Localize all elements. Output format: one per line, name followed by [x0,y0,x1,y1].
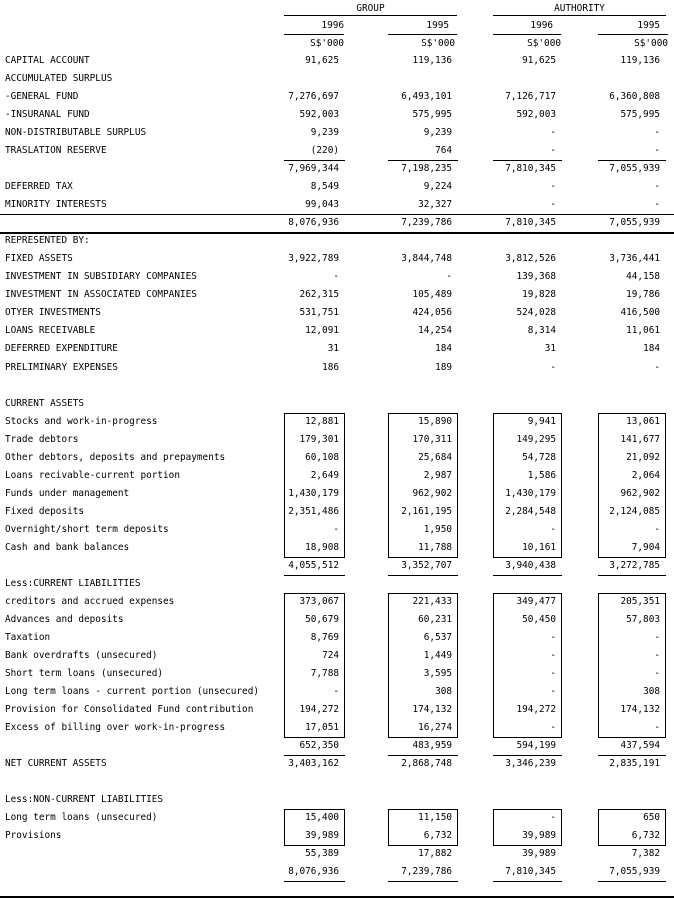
cell-value: 194,272 [516,704,556,716]
cell-value: 60,231 [418,613,452,625]
cell-value: 2,161,195 [401,505,452,517]
unit-heading: S$'000 [634,38,668,49]
final-total-rule [388,881,458,882]
subtotal-rule [388,557,458,558]
cell-value: 141,677 [620,433,660,445]
current-assets-box [388,413,458,558]
row-label: -INSURANAL FUND [5,109,90,121]
cell-value: 308 [643,686,660,698]
cell-value: 31 [327,343,339,355]
year-heading: 1996 [530,20,553,31]
cell-value: 7,810,345 [505,163,556,175]
subtotal-rule [388,755,458,756]
subtotal-rule [284,737,345,738]
subtotal-rule [598,557,666,558]
subtotal-rule [598,575,666,576]
cell-value: 8,769 [310,631,339,643]
final-total-rule [598,881,666,882]
row-label: Short term loans (unsecured) [5,668,164,680]
cell-value: 7,788 [310,668,339,680]
subtotal-rule [493,160,562,161]
cell-value: 592,003 [299,109,339,121]
row-label: Long term loans - current portion (unsecured) [5,686,259,698]
cell-value: 3,940,438 [505,559,556,571]
cell-value: 2,987 [423,469,452,481]
cell-value: 3,736,441 [609,253,660,265]
cell-value: 262,315 [299,289,339,301]
cell-value: 149,295 [516,433,556,445]
year-rule [284,34,344,35]
cell-value: 13,061 [626,415,660,427]
cell-value: - [654,199,660,211]
row-label: Cash and bank balances [5,541,130,553]
cell-value: 575,995 [412,109,452,121]
cell-value: - [550,523,556,535]
cell-value: 3,844,748 [401,253,452,265]
subtotal-rule [388,160,458,161]
cell-value: 91,625 [522,55,556,66]
cell-value: 6,732 [631,830,660,842]
row-label: NET CURRENT ASSETS [5,758,107,770]
cell-value: 650 [643,812,660,824]
cell-value: 7,055,939 [609,163,660,175]
cell-value: - [654,722,660,734]
cell-value: 50,450 [522,613,556,625]
cell-value: 174,132 [412,704,452,716]
cell-value: - [333,271,339,283]
total-rule [0,214,674,215]
subtotal-rule [493,575,562,576]
row-label: Overnight/short term deposits [5,523,169,535]
row-label: Funds under management [5,487,130,499]
cell-value: 17,051 [305,722,339,734]
cell-value: 11,061 [626,325,660,337]
cell-value: 6,360,808 [609,91,660,103]
cell-value: - [654,649,660,661]
cell-value: 4,055,512 [288,559,339,571]
cell-value: 2,351,486 [288,505,339,517]
cell-value: 91,625 [305,55,339,66]
row-label: PRELIMINARY EXPENSES [5,361,118,373]
cell-value: 17,882 [418,848,452,860]
cell-value: 8,076,936 [288,217,339,229]
row-label: LOANS RECEIVABLE [5,325,96,337]
year-heading: 1995 [637,20,660,31]
cell-value: - [550,145,556,157]
row-label: REPRESENTED BY: [5,235,90,247]
cell-value: (220) [310,145,339,157]
subtotal-rule [388,737,458,738]
cell-value: 531,751 [299,307,339,319]
cell-value: 12,091 [305,325,339,337]
subtotal-rule [388,845,458,846]
cell-value: - [333,686,339,698]
cell-value: 18,908 [305,541,339,553]
cell-value: - [654,668,660,680]
cell-value: 32,327 [418,199,452,211]
current-assets-box [598,413,666,558]
subtotal-rule [388,575,458,576]
cell-value: 39,989 [305,830,339,842]
year-heading: 1996 [321,20,344,31]
cell-value: 3,403,162 [288,758,339,770]
cell-value: 179,301 [299,433,339,445]
cell-value: - [654,181,660,193]
cell-value: 3,346,239 [505,758,556,770]
cell-value: 7,239,786 [401,866,452,878]
current-assets-box [284,413,345,558]
cell-value: 105,489 [412,289,452,301]
cell-value: 7,055,939 [609,866,660,878]
row-label: NON-DISTRIBUTABLE SURPLUS [5,127,147,139]
subtotal-rule [598,755,666,756]
cell-value: 139,368 [516,271,556,283]
total-double-rule [0,232,674,234]
cell-value: 8,076,936 [288,866,339,878]
subtotal-rule [284,845,345,846]
row-label: -GENERAL FUND [5,91,79,103]
cell-value: 21,092 [626,451,660,463]
cell-value: 3,812,526 [505,253,556,265]
cell-value: - [654,631,660,643]
cell-value: 1,449 [423,649,452,661]
cell-value: - [550,649,556,661]
cell-value: 483,959 [412,740,452,752]
current-liabilities-box [493,593,562,738]
cell-value: 44,158 [626,271,660,283]
cell-value: 184 [643,343,660,355]
cell-value: 194,272 [299,704,339,716]
unit-heading: S$'000 [421,38,455,49]
cell-value: 11,788 [418,541,452,553]
cell-value: 724 [322,649,339,661]
row-label: Long term loans (unsecured) [5,812,158,824]
cell-value: 764 [435,145,452,157]
final-total-rule [284,881,345,882]
row-label: ACCUMULATED SURPLUS [5,73,113,85]
year-rule [388,34,457,35]
cell-value: - [333,523,339,535]
current-liabilities-box [598,593,666,738]
subtotal-rule [598,845,666,846]
cell-value: 9,224 [423,181,452,193]
cell-value: - [654,127,660,139]
cell-value: 349,477 [516,595,556,607]
unit-heading: S$'000 [527,38,561,49]
cell-value: 39,989 [522,830,556,842]
cell-value: 25,684 [418,451,452,463]
non-current-liabilities-box [284,809,345,846]
cell-value: 2,868,748 [401,758,452,770]
unit-heading: S$'000 [310,38,344,49]
cell-value: 7,198,235 [401,163,452,175]
cell-value: - [550,361,556,373]
cell-value: - [654,523,660,535]
row-label: Stocks and work-in-progress [5,415,158,427]
cell-value: 205,351 [620,595,660,607]
cell-value: 19,786 [626,289,660,301]
cell-value: 652,350 [299,740,339,752]
subtotal-rule [598,737,666,738]
cell-value: 19,828 [522,289,556,301]
cell-value: 15,890 [418,415,452,427]
cell-value: 9,239 [310,127,339,139]
subtotal-rule [493,755,562,756]
cell-value: 9,941 [527,415,556,427]
cell-value: 54,728 [522,451,556,463]
cell-value: 524,028 [516,307,556,319]
cell-value: 189 [435,361,452,373]
cell-value: 174,132 [620,704,660,716]
row-label: Other debtors, deposits and prepayments [5,451,226,463]
authority-header: AUTHORITY [554,3,605,14]
row-label: MINORITY INTERESTS [5,199,107,211]
cell-value: - [654,361,660,373]
authority-header-rule [493,15,666,16]
cell-value: 2,649 [310,469,339,481]
row-label: Fixed deposits [5,505,85,517]
cell-value: 57,803 [626,613,660,625]
cell-value: 60,108 [305,451,339,463]
cell-value: - [550,668,556,680]
cell-value: 50,679 [305,613,339,625]
row-label: Less:NON-CURRENT LIABILITIES [5,794,164,806]
row-label: INVESTMENT IN SUBSIDIARY COMPANIES [5,271,197,283]
non-current-liabilities-box [388,809,458,846]
cell-value: - [654,145,660,157]
cell-value: 16,274 [418,722,452,734]
cell-value: 6,732 [423,830,452,842]
year-rule [493,34,561,35]
cell-value: - [550,722,556,734]
cell-value: 308 [435,686,452,698]
cell-value: - [550,812,556,824]
cell-value: 575,995 [620,109,660,121]
row-label: Trade debtors [5,433,79,445]
cell-value: 6,493,101 [401,91,452,103]
cell-value: 424,056 [412,307,452,319]
cell-value: 6,537 [423,631,452,643]
final-total-rule [493,881,562,882]
cell-value: 1,586 [527,469,556,481]
cell-value: 592,003 [516,109,556,121]
row-label: Provision for Consolidated Fund contribution [5,704,254,716]
subtotal-rule [284,575,345,576]
cell-value: 2,064 [631,469,660,481]
non-current-liabilities-box [493,809,562,846]
cell-value: 437,594 [620,740,660,752]
row-label: Bank overdrafts (unsecured) [5,649,158,661]
cell-value: 3,922,789 [288,253,339,265]
cell-value: 15,400 [305,812,339,824]
cell-value: 2,835,191 [609,758,660,770]
cell-value: 55,389 [305,848,339,860]
row-label: DEFERRED EXPENDITURE [5,343,118,355]
cell-value: 12,881 [305,415,339,427]
cell-value: 7,276,697 [288,91,339,103]
cell-value: 14,254 [418,325,452,337]
cell-value: 7,810,345 [505,217,556,229]
row-label: INVESTMENT IN ASSOCIATED COMPANIES [5,289,197,301]
cell-value: 184 [435,343,452,355]
cell-value: 9,239 [423,127,452,139]
cell-value: 1,430,179 [288,487,339,499]
cell-value: 8,314 [527,325,556,337]
cell-value: 1,950 [423,523,452,535]
current-liabilities-box [388,593,458,738]
cell-value: 8,549 [310,181,339,193]
subtotal-rule [493,845,562,846]
cell-value: 31 [544,343,556,355]
row-label: Provisions [5,830,62,842]
row-label: Excess of billing over work-in-progress [5,722,226,734]
row-label: Loans recivable-current portion [5,469,180,481]
cell-value: 416,500 [620,307,660,319]
cell-value: 7,055,939 [609,217,660,229]
cell-value: - [550,127,556,139]
row-label: Taxation [5,631,51,643]
subtotal-rule [493,737,562,738]
subtotal-rule [284,755,345,756]
row-label: DEFERRED TAX [5,181,73,193]
cell-value: 39,989 [522,848,556,860]
year-heading: 1995 [426,20,449,31]
cell-value: 7,126,717 [505,91,556,103]
cell-value: 7,810,345 [505,866,556,878]
subtotal-rule [284,160,345,161]
cell-value: 962,902 [412,487,452,499]
cell-value: 2,124,085 [609,505,660,517]
cell-value: 3,595 [423,668,452,680]
row-label: TRASLATION RESERVE [5,145,107,157]
row-label: OTYER INVESTMENTS [5,307,101,319]
row-label: CAPITAL ACCOUNT [5,55,90,66]
cell-value: 7,904 [631,541,660,553]
year-rule [598,34,668,35]
cell-value: 3,352,707 [401,559,452,571]
cell-value: 119,136 [412,55,452,66]
subtotal-rule [598,160,666,161]
cell-value: 186 [322,361,339,373]
cell-value: 594,199 [516,740,556,752]
cell-value: 1,430,179 [505,487,556,499]
group-header: GROUP [356,3,385,14]
cell-value: 962,902 [620,487,660,499]
row-label: Advances and deposits [5,613,124,625]
cell-value: 2,284,548 [505,505,556,517]
cell-value: - [446,271,452,283]
cell-value: 119,136 [620,55,660,66]
subtotal-rule [284,557,345,558]
cell-value: 7,382 [631,848,660,860]
subtotal-rule [493,557,562,558]
row-label: FIXED ASSETS [5,253,73,265]
group-header-rule [284,15,457,16]
current-assets-box [493,413,562,558]
cell-value: 7,239,786 [401,217,452,229]
cell-value: - [550,181,556,193]
cell-value: 11,150 [418,812,452,824]
cell-value: 170,311 [412,433,452,445]
cell-value: - [550,686,556,698]
row-label: CURRENT ASSETS [5,397,85,409]
cell-value: 10,161 [522,541,556,553]
cell-value: 221,433 [412,595,452,607]
cell-value: 99,043 [305,199,339,211]
cell-value: - [550,199,556,211]
row-label: Less:CURRENT LIABILITIES [5,577,141,589]
row-label: creditors and accrued expenses [5,595,175,607]
current-liabilities-box [284,593,345,738]
cell-value: 7,969,344 [288,163,339,175]
cell-value: - [550,631,556,643]
cell-value: 373,067 [299,595,339,607]
cell-value: 3,272,785 [609,559,660,571]
non-current-liabilities-box [598,809,666,846]
